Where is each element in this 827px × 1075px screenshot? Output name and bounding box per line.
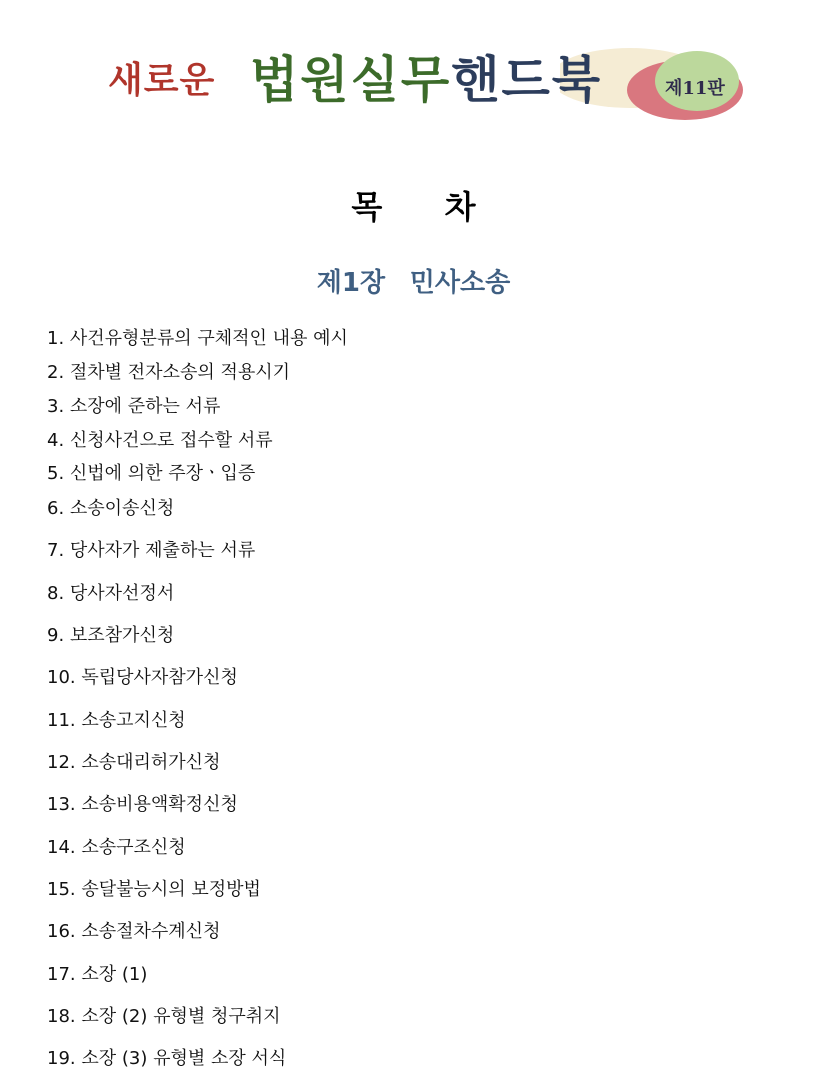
toc-item[interactable]: 10. 독립당사자참가신청 bbox=[47, 667, 238, 688]
toc-item[interactable]: 12. 소송대리허가신청 bbox=[47, 752, 221, 773]
toc-item[interactable]: 4. 신청사건으로 접수할 서류 bbox=[47, 430, 273, 451]
toc-item[interactable]: 17. 소장 (1) bbox=[47, 964, 148, 985]
toc-item[interactable]: 2. 절차별 전자소송의 적용시기 bbox=[47, 362, 290, 383]
toc-item[interactable]: 9. 보조참가신청 bbox=[47, 625, 175, 646]
book-title-part2: 핸드북 bbox=[451, 50, 603, 109]
toc-item[interactable]: 5. 신법에 의한 주장ㆍ입증 bbox=[47, 463, 256, 484]
toc-item[interactable]: 8. 당사자선정서 bbox=[47, 583, 175, 604]
toc-item[interactable]: 1. 사건유형분류의 구체적인 내용 예시 bbox=[47, 328, 348, 349]
toc-title: 목 차 bbox=[351, 188, 476, 226]
toc-item[interactable]: 13. 소송비용액확정신청 bbox=[47, 794, 238, 815]
book-header bbox=[0, 0, 827, 130]
toc-item[interactable]: 6. 소송이송신청 bbox=[47, 498, 175, 519]
book-title-part1: 법원실무 bbox=[250, 50, 452, 109]
toc-item[interactable]: 16. 소송절차수계신청 bbox=[47, 921, 221, 942]
toc-item[interactable]: 18. 소장 (2) 유형별 청구취지 bbox=[47, 1006, 281, 1027]
chapter-heading: 제1장 민사소송 bbox=[316, 268, 511, 298]
edition-label: 제11판 bbox=[665, 78, 725, 99]
toc-item[interactable]: 11. 소송고지신청 bbox=[47, 710, 186, 731]
toc-item[interactable]: 7. 당사자가 제출하는 서류 bbox=[47, 540, 256, 561]
toc-item[interactable]: 15. 송달불능시의 보정방법 bbox=[47, 879, 261, 900]
toc-item[interactable]: 19. 소장 (3) 유형별 소장 서식 bbox=[47, 1048, 287, 1069]
toc-item[interactable]: 3. 소장에 준하는 서류 bbox=[47, 396, 221, 417]
toc-item[interactable]: 14. 소송구조신청 bbox=[47, 837, 186, 858]
book-title bbox=[250, 40, 602, 112]
title-prefix: 새로운 bbox=[108, 59, 216, 101]
